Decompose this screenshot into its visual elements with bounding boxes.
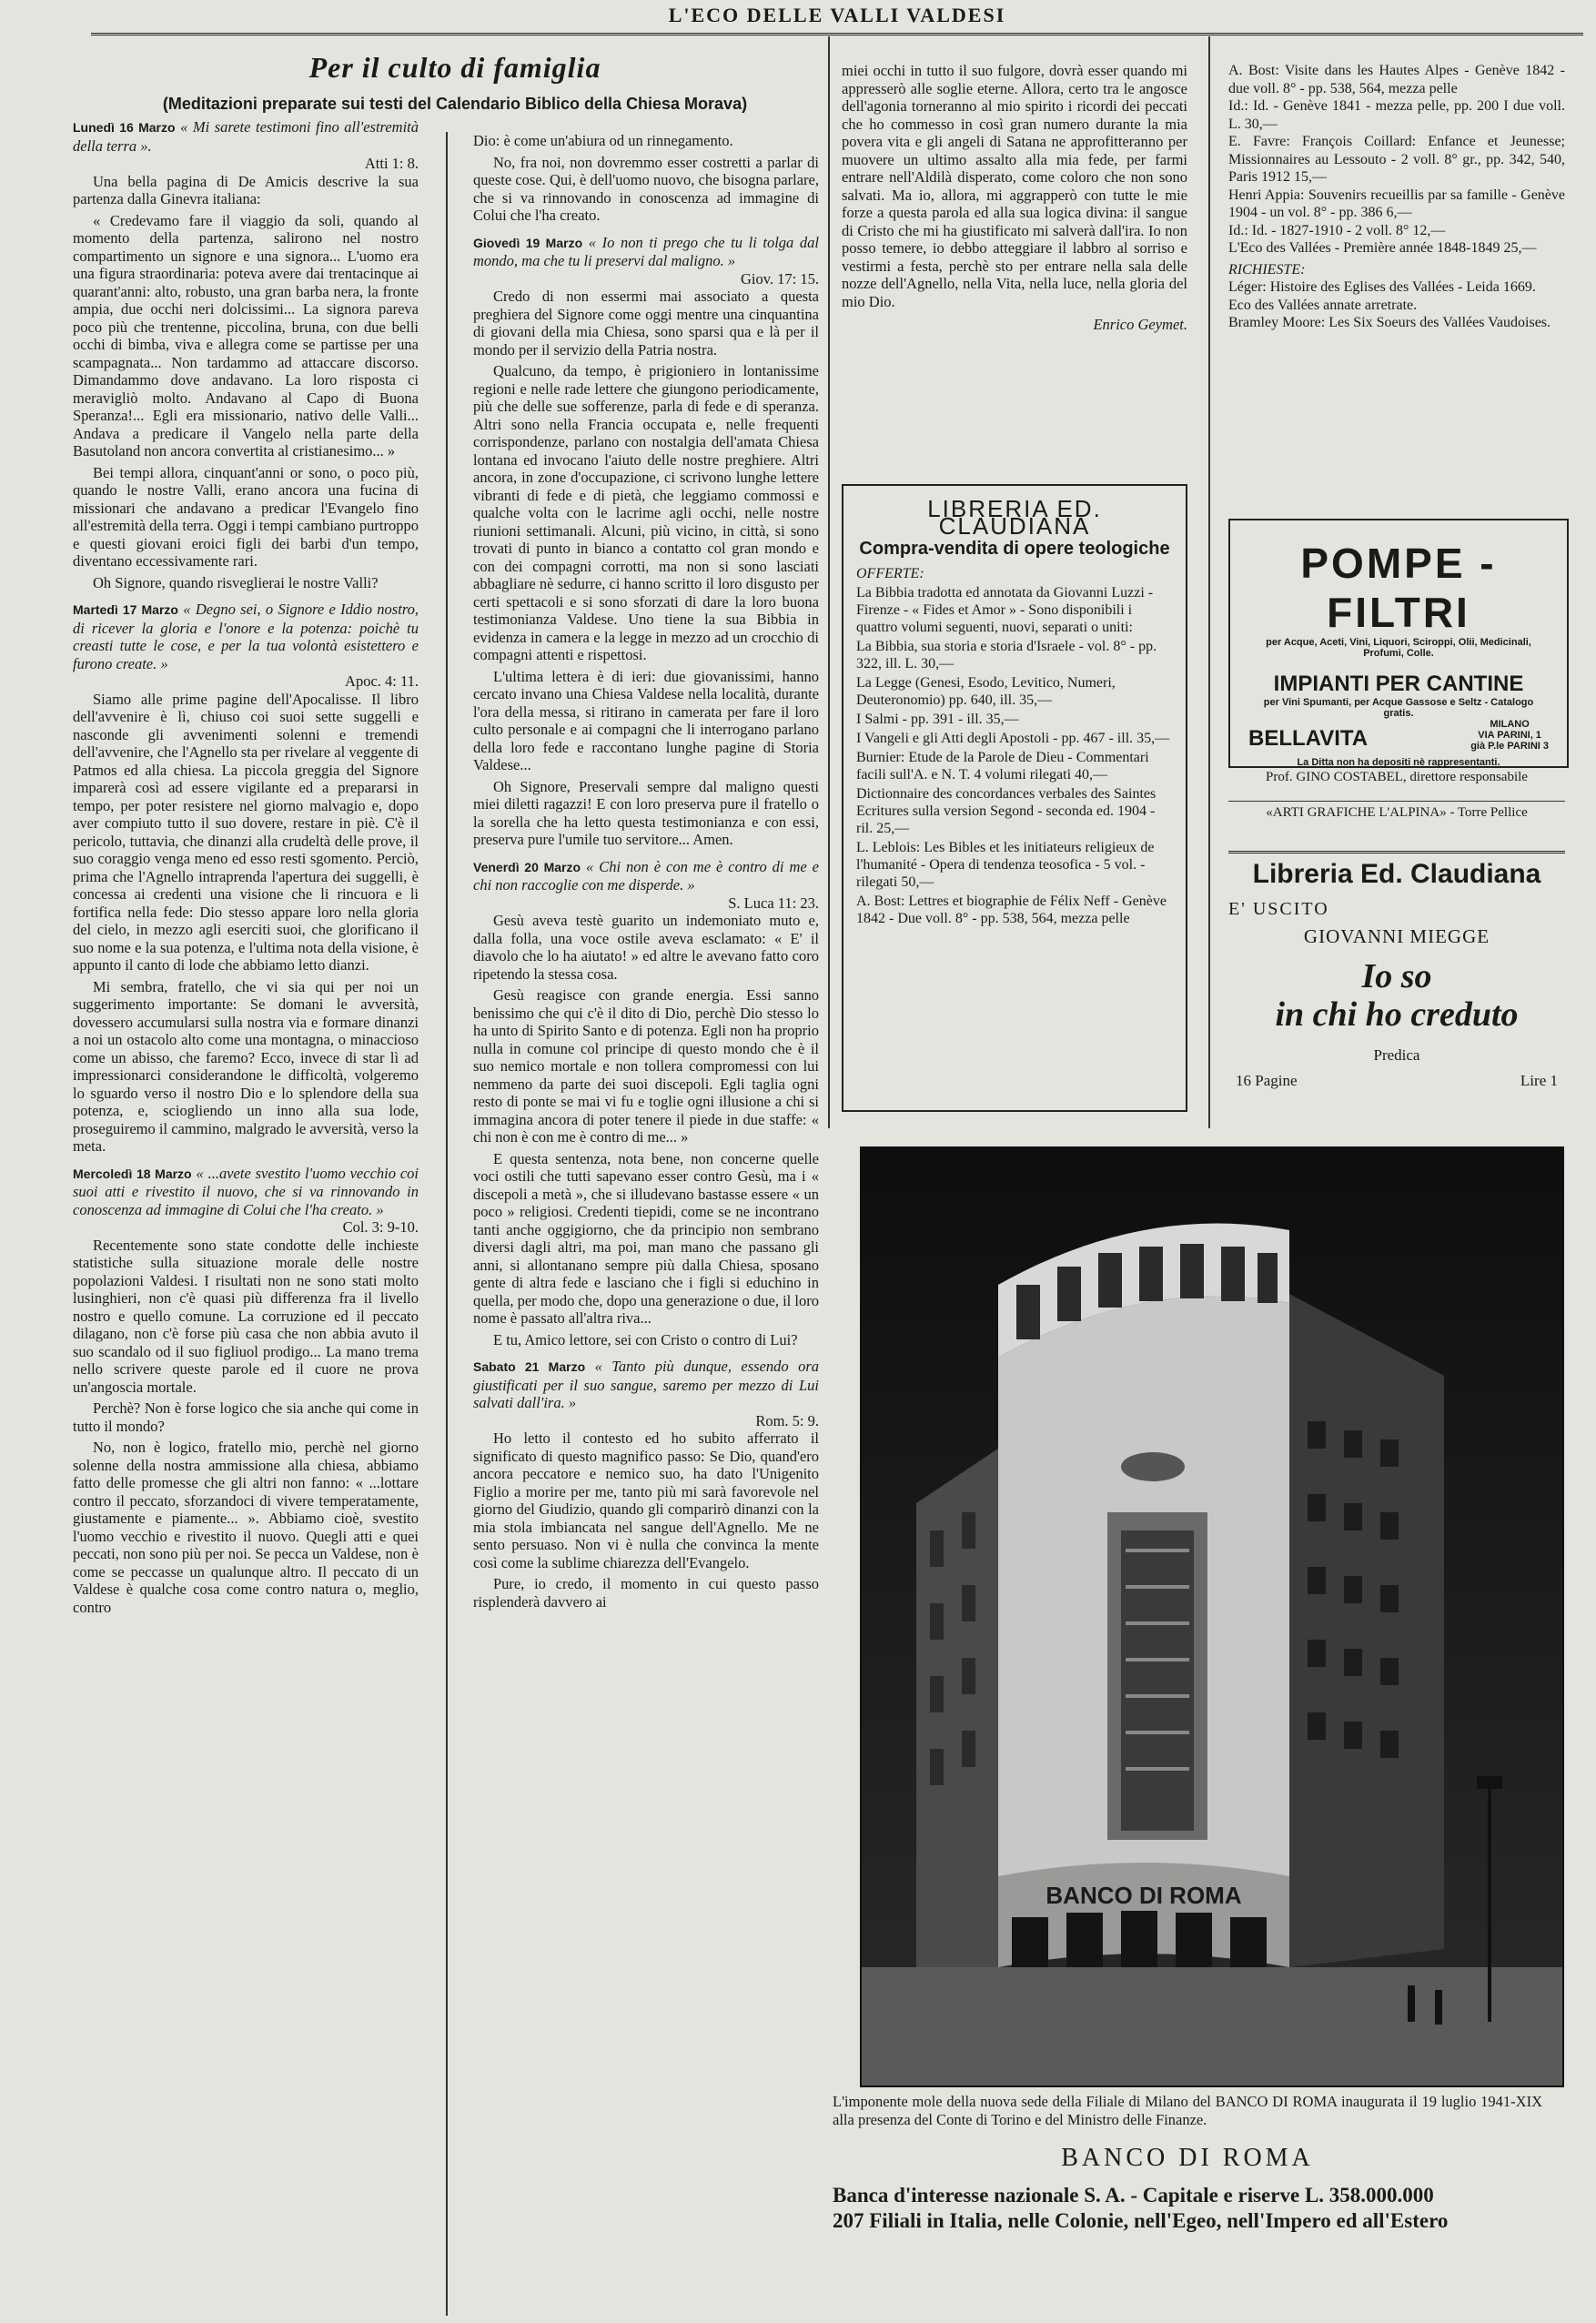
offerte-label: OFFERTE: <box>856 566 924 581</box>
book-item: I Salmi - pp. 391 - ill. 35,— <box>856 712 1019 727</box>
claudiana-book-ad <box>1228 851 1565 1132</box>
paragraph: No, non è logico, fratello mio, perchè nel giorno solenne della nostra ammissione alla chiesa, abbiamo fatto delle promesse che gli altri non fanno: « ...lottare contro il peccato, sforzandoci di vivere temperatamente, giustamente e piamente... ». Abbiamo cioè, svestito l'uomo vecchio e rivestito il nuovo. Quegli atti e quei peccati, non sono più per noi. Se pecca un Valdese, non è come se peccasse un qualunque altro. Il peccato di un Valdese è qualche cosa come contro natura o, meglio, contro <box>73 1439 419 1616</box>
paragraph: Oh Signore, Preservali sempre dal maligno questi miei diletti ragazzi! E con loro preserva pure il fratello o la sorella che ha letto questa testimonianza e con essi, preserva pure l'umile tuo servitore... Amen. <box>473 777 819 848</box>
request-item: Léger: Histoire des Eglises des Vallées - Leida 1669. <box>1228 279 1536 295</box>
verse-reference: Col. 3: 9-10. <box>342 1218 419 1236</box>
entry-martedi <box>73 601 419 1156</box>
libreria-title: LIBRERIA ED. CLAUDIANA <box>927 495 1102 540</box>
verse-reference: Rom. 5: 9. <box>755 1411 819 1429</box>
libreria-claudiana-box <box>842 484 1187 1112</box>
masthead: L'ECO DELLE VALLI VALDESI <box>91 2 1583 35</box>
book-pages: 16 Pagine <box>1236 1072 1298 1089</box>
section-title: Per il culto di famiglia <box>308 51 601 84</box>
ad-address-old: già P.le PARINI 3 <box>1470 741 1549 752</box>
building-illustration <box>862 1148 1562 2086</box>
verse-reference: S. Luca 11: 23. <box>728 894 819 912</box>
column-3 <box>842 62 1187 480</box>
verse: « Degno sei, o Signore e Iddio nostro, di ricever la gloria e l'onore e la potenza: poichè tu creasti tutte le cose, e per la tua volontà esistettero e furono create. » <box>73 601 419 672</box>
photo-caption: L'imponente mole della nuova sede della Filiale di Milano del BANCO DI ROMA inaugurata il 19 luglio 1941-XIX alla presenza del Conte di Torino e del Ministro delle Finanze. <box>833 2093 1542 2128</box>
paragraph: Oh Signore, quando risveglierai le nostre Valli? <box>93 573 379 591</box>
book-item: La Bibbia tradotta ed annotata da Giovanni Luzzi - Firenze - « Fides et Amor » - Sono disponibili i quattro volumi seguenti, nuovi, separati o uniti: <box>856 585 1154 635</box>
entry-sabato <box>473 1358 819 1611</box>
book-item: Id.: Id. - 1827-1910 - 2 voll. 8° 12,— <box>1228 222 1446 238</box>
book-genre: Predica <box>1373 1046 1420 1064</box>
book-price: Lire 1 <box>1520 1072 1558 1089</box>
book-footer <box>1228 1072 1565 1090</box>
book-item: La Legge (Genesi, Esodo, Levitico, Numeri, Deuteronomio) pp. 640, ill. 35,— <box>856 675 1116 708</box>
request-item: Bramley Moore: Les Six Soeurs des Vallées Vaudoises. <box>1228 315 1551 330</box>
book-item: E. Favre: François Coillard: Enfance et Jeunesse; Missionnaires au Lessouto - 2 voll. 8° gr., pp. 342, 540, Paris 1912 15,— <box>1228 134 1565 185</box>
paragraph: Qualcuno, da tempo, è prigioniero in lontanissime regioni e nelle rade lettere che giungono periodicamente, più che delle sue sofferenze, parla di fede e di speranza. Altri sono nella Francia occupata e, nelle frequenti corrispondenze, parlano con nostalgia dell'amata Chiesa lontana ed invocano l'aiuto delle nostre preghiere. Altri ancora, in zone d'occupazione, ci scrivono lunghe lettere vibranti di fede e di pietà, che leggiamo commossi e qualche volta con le lacrime agli occhi, nelle nostre riunioni settimanali. Alcuni, più vicino, in città, si sono trovati di punto in bianco a contatto col gran mondo e con dei compagni corrotti, ma non si sono lasciati abbagliare nè sedurre, ci hanno scritto il loro disgusto per certi spettacoli e si sono sforzati di dare la loro buona testimonianza Valdese. Uno tiene la sua Bibbia in evidenza in camera e la legge in mezzo ad un crocchio di compagni attenti e rispettosi. <box>473 362 819 663</box>
day-label: Sabato 21 Marzo <box>473 1359 586 1374</box>
verse-reference: Atti 1: 8. <box>364 155 419 172</box>
ad-address <box>1470 719 1549 752</box>
column-rule <box>446 132 448 2316</box>
building-photo <box>860 1146 1564 2087</box>
paragraph: Siamo alle prime pagine dell'Apocalisse. Il libro dell'avvenire è lì, chiuso coi suoi sette suggelli e nasconde gli avvenimenti solenni e tremendi dell'avvenire, che l'Agnello sta per rivelare al veggente di Patmos ed alla chiesa. La piccola greggia del Signore imparerà così ad essere vigilante ed a prepararsi in tempo, per poter resistere nel giorno malvagio e, dopo aver compiuto tutto il suo dovere, restare in piè. C'è il pericolo, tuttavia, che dinanzi alla crudeltà delle prove, il suo coraggio venga meno ed esso resti sgomento. Perciò, prima che l'Agnello intraprenda l'apertura dei suggelli, è concessa ai credenti una visione che li rincuora e li fortifica nella fede: Dio stesso appare loro nella gloria del cielo, in mezzo agli eserciti suoi, che glorificano il suo nome e la sua potenza, e l'ultima nota della visione, è appunto il canto di lode che abbiamo letto dianzi. <box>73 690 419 974</box>
ad-title: POMPE - FILTRI <box>1300 540 1497 636</box>
ad-note: La Ditta non ha depositi nè rappresentanti. <box>1297 757 1500 768</box>
pompe-filtri-ad <box>1228 519 1569 768</box>
building-sign: BANCO DI ROMA <box>1045 1882 1242 1909</box>
column-rule <box>828 36 830 1128</box>
book-item: L'Eco des Vallées - Première année 1848-1849 25,— <box>1228 240 1537 256</box>
column-1 <box>73 109 419 2311</box>
book-item: Id.: Id. - Genève 1841 - mezza pelle, pp. 200 I due voll. L. 30,— <box>1228 98 1565 132</box>
book-item: I Vangeli e gli Atti degli Apostoli - pp. 467 - ill. 35,— <box>856 731 1170 746</box>
editor-line: Prof. GINO COSTABEL, direttore responsabile <box>1266 770 1528 784</box>
book-title-1: Io so <box>1361 957 1432 995</box>
banco-title: BANCO DI ROMA <box>1061 2144 1314 2172</box>
column-2 <box>473 132 819 2311</box>
banco-branches: 207 Filiali in Italia, nelle Colonie, nell'Egeo, nell'Impero ed all'Estero <box>833 2209 1449 2232</box>
book-item: A. Bost: Visite dans les Hautes Alpes - Genève 1842 - due voll. 8° - pp. 538, 564, mezza pelle <box>1228 63 1565 96</box>
entry-lunedi <box>73 118 419 591</box>
day-label: Venerdì 20 Marzo <box>473 859 581 874</box>
verse: « Chi non è con me è contro di me e chi non raccoglie con me disperde. » <box>473 857 819 894</box>
paragraph: E questa sentenza, nota bene, non concerne quelle voci ostili che tutti sapevano esser contro Gesù, ma i « discepoli a metà », che si illudevano bastasse essere « un poco » religiosi. Credenti tiepidi, come se ne incontrano tanti anche oggigiorno, che da principio non sembrano diversi dagli altri, ma poi, man mano che passano gli anni, si allontanano sempre più dalla Chiesa, sposano gente di altra fede e lasciano che i figli si educhino in quella, per modo che, dopo una generazione o due, il loro nome è passato all'altra riva... <box>473 1149 819 1327</box>
paragraph: Dio: è come un'abiura od un rinnegamento. <box>473 132 733 149</box>
libreria-subtitle: Compra-vendita di opere teologiche <box>859 539 1170 559</box>
verse: « Tanto più dunque, essendo ora giustificati per il suo sangue, saremo per mezzo di Lui salvati dall'ira. » <box>473 1358 819 1411</box>
ad-address-city: MILANO <box>1490 719 1530 730</box>
uscito-label: E' USCITO <box>1228 899 1329 919</box>
column-rule <box>1208 36 1210 1128</box>
verse-reference: Apoc. 4: 11. <box>345 672 419 690</box>
paragraph: Ho letto il contesto ed ho subito afferrato il significato di questo magnifico passo: Se Dio, quand'ero ancora peccatore e nemico suo, ha dato l'Unigenito Figlio a morire per me, tanto più mi sarà favorevole nel giorno del Giudizio, quando gli comparirò dinanzi con la mia stola imbiancata nel sangue dell'Agnello. Me ne sento persuaso. Non vi è nulla che convinca la mente così come la sublime chiarezza dell'Evangelo. <box>473 1429 819 1571</box>
publisher-name: Libreria Ed. Claudiana <box>1252 859 1541 889</box>
paragraph: Bei tempi allora, cinquant'anni or sono, o poco più, quando le nostre Valli, erano ancora una fucina di missionari che andavano a predicar l'Evangelo fino all'estremità della terra. Oggi i tempi cambiano purtroppo e questi giovani eroici figli dei barbi d'un tempo, diventano eccessivamente rari. <box>73 463 419 570</box>
paragraph: Credo di non essermi mai associato a questa preghiera del Signore come oggi mentre una cinquantina di giovani della mia Chiesa, sono sparsi qua e là per il mondo per il servizio della Patria nostra. <box>473 288 819 359</box>
paragraph: miei occhi in tutto il suo fulgore, dovrà esser quando mi appresserò alle soglie eterne. Allora, certo tra le angosce dell'agonia torneranno al mio spirito i ricordi dei peccati che ho commesso in così gran numero durante la mia povera vita e gli angeli di Satana ne approfitteranno per muovere un ultimo assalto alla mia fede, per farmi entrare nell'Aldilà disperato, come coloro che non sono salvati. Ma io, allora, mi aggrapperò con tutte le mie forze a questa parola ed alla sua logica divina: il sangue di Cristo che mi ha giustificato mi salverà dall'ira. Io non posso temere, io debbo atteggiare il labbro al sorriso e vestirmi a festa, perchè sto per entrare nella sala delle nozze dell'Agnello, nella Vita, nella luce, nella gloria del mio Dio. <box>842 62 1187 310</box>
verse: « Mi sarete testimoni fino all'estremità della terra ». <box>73 118 419 155</box>
richieste-label: RICHIESTE: <box>1228 261 1306 278</box>
day-label: Mercoledì 18 Marzo <box>73 1166 192 1181</box>
paragraph: Una bella pagina di De Amicis descrive la sua partenza dalla Ginevra italiana: <box>73 172 419 207</box>
day-label: Giovedì 19 Marzo <box>473 235 583 250</box>
section-subtitle: (Meditazioni preparate sui testi del Calendario Biblico della Chiesa Morava) <box>162 95 748 113</box>
entry-mercoledi <box>73 1165 419 1617</box>
verse: « Io non ti prego che tu li tolga dal mondo, ma che tu li preservi dal maligno. » <box>473 233 819 269</box>
book-item: A. Bost: Lettres et biographie de Félix Neff - Genève 1842 - Due voll. 8° - pp. 538, 564, mezza pelle <box>856 894 1167 926</box>
day-label: Martedì 17 Marzo <box>73 602 178 617</box>
entry-giovedi <box>473 234 819 849</box>
printer-line: «ARTI GRAFICHE L'ALPINA» - Torre Pellice <box>1228 801 1565 821</box>
paragraph: L'ultima lettera è di ieri: due giovanissimi, hanno cercato invano una Chiesa Valdese nella località, durante l'ora della messa, si ritirano in camerata per fare il loro culto personale e ai compagni che li interrogano parlano della loro fede e raccontano lunghe pagine di Storia Valdese... <box>473 667 819 773</box>
book-item: La Bibbia, sua storia e storia d'Israele - vol. 8° - pp. 322, ill. L. 30,— <box>856 639 1157 672</box>
paragraph: Recentemente sono state condotte delle inchieste statistiche sulla situazione morale delle nostre popolazioni Valdesi. I risultati non ne sono stati molto lusinghieri, non c'è quasi più differenza fra il livello nostro e quello comune. La corruzione ed il peccato dilagano, non c'è forse più casa che non abbia avuto il suo scandalo od il suo figliuol prodigo... La mano trema nello scrivere queste parole ed il cuore ne prova un'angoscia mortale. <box>73 1236 419 1396</box>
book-item: Burnier: Etude de la Parole de Dieu - Commentari facili sull'A. e N. T. 4 volumi rilegati 40,— <box>856 750 1149 783</box>
book-item: Henri Appia: Souvenirs recueillis par sa famille - Genève 1904 - un vol. 8° - pp. 386 6,— <box>1228 187 1565 220</box>
ad-address-street: VIA PARINI, 1 <box>1478 730 1541 741</box>
paragraph: Mi sembra, fratello, che vi sia qui per noi un suggerimento importante: Se domani le avversità, dovessero accumularsi sulla nostra via e formare dinanzi a noi un ostacolo alto come una montagna, o minaccioso come un abisso, che faremo? Ecco, invece di star lì ad impressionarci considerandone le difficoltà, volgeremo lo sguardo verso il nostro Dio e lo splendore della sua potenza, e, sciogliendo un inno alla sua lode, proseguiremo il cammino, malgrado le avversità, verso la meta. <box>73 977 419 1155</box>
book-item: L. Leblois: Les Bibles et les initiateurs religieux de l'humanité - Opera di tendenza teosofica - 5 vol. - rilegati 50,— <box>856 840 1155 890</box>
author-signature: Enrico Geymet. <box>1093 316 1187 333</box>
book-title-2: in chi ho creduto <box>1275 995 1519 1034</box>
request-item: Eco des Vallées annate arretrate. <box>1228 297 1418 313</box>
column-4 <box>1228 62 1565 508</box>
verse-reference: Giov. 17: 15. <box>740 269 819 288</box>
paragraph: Gesù aveva testè guarito un indemoniato muto e, dalla folla, una voce ostile aveva esclamato: « E' il diavolo che lo ha aiutato! » ed altre le avevano fatto coro ripetendo la stessa cosa. <box>473 912 819 983</box>
day-label: Lunedì 16 Marzo <box>73 120 176 135</box>
book-author: GIOVANNI MIEGGE <box>1303 925 1490 947</box>
ad-line: per Acque, Aceti, Vini, Liquori, Sciroppi, Olii, Medicinali, Profumi, Colle. <box>1266 637 1531 659</box>
banco-capital: Banca d'interesse nazionale S. A. - Capitale e riserve L. 358.000.000 <box>833 2184 1434 2207</box>
paragraph: « Credevamo fare il viaggio da soli, quando al momento della partenza, salirono nel nostro compartimento un signore e una signora... L'uomo era una figura straordinaria: poteva avere dai trentacinque ai quarant'anni: alto, robusto, una gran barba nera, la fronte ampia, due occhi neri dolcissimi... La signora pareva poco più che trentenne, piccolina, bruna, con due belli occhi di bimba, viva e allegra come se partisse per una scampagnata... Non tardammo ad attaccare discorso. Dimandammo dove andavano. La loro risposta ci meravigliò molto. Andavano al Capo di Buona Speranza!... Egli era missionario, nativo delle Valli... Andava a predicare il Vangelo nella parte della Basutoland non ancora convertita al cristianesimo... » <box>73 211 419 460</box>
verse: « ...avete svestito l'uomo vecchio coi suoi atti e rivestito il nuovo, che si va rinnovando in conoscenza ad immagine di Colui che l'ha creato. » <box>73 1164 419 1218</box>
ad-impianti: IMPIANTI PER CANTINE <box>1273 672 1524 696</box>
paragraph: Perchè? Non è forse logico che sia anche qui come in tutto il mondo? <box>73 1399 419 1435</box>
paragraph: Gesù reagisce con grande energia. Essi sanno benissimo che qui c'è il dito di Dio, perchè Dio stesso lo ha unto di Spirito Santo e di potenza. Egli non ha proprio nulla in comune col principe di questo mondo che è il suo nemico mortale e non tollera compromessi con lui nemmeno da parte dei suoi discepoli. Egli taglia ogni resto di ponte se mai vi fu e toglie ogni illusione a chi si immagina ancora di poter tenere il piede in due staffe: « chi non è con me è contro di me... » <box>473 986 819 1146</box>
entry-venerdi <box>473 858 819 1349</box>
ad-line: per Vini Spumanti, per Acque Gassose e Seltz - Catalogo gratis. <box>1263 697 1534 719</box>
book-item: Dictionnaire des concordances verbales des Saintes Ecritures sulla version Segond - seconda ed. 1904 - ril. 25,— <box>856 786 1157 836</box>
paragraph: Pure, io credo, il momento in cui questo passo risplenderà davvero ai <box>473 1575 819 1611</box>
paragraph: E tu, Amico lettore, sei con Cristo o contro di Lui? <box>493 1330 798 1348</box>
ad-company: BELLAVITA <box>1248 726 1369 751</box>
paragraph: No, fra noi, non dovremmo esser costretti a parlar di queste cose. Qui, è dell'uomo nuovo, che bisogna parlare, che si va rinnovando in conoscenza ad immagine di Colui che l'ha creato. <box>473 153 819 224</box>
